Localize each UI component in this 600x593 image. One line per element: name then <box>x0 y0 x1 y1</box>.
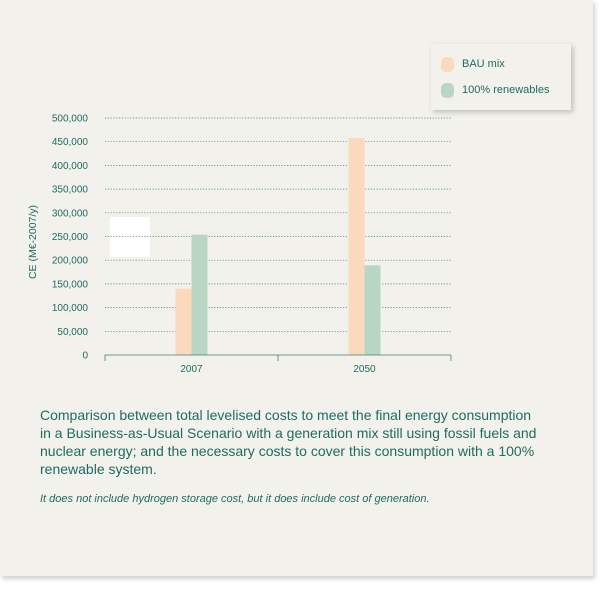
figure-caption: Comparison between total levelised costs to meet the final energy consumption in a Business-as-Usual Scenario with a generation mix still using fossil fuels and nuclear energy; and the necessary costs to cover this consumption with a 100% renewable system. <box>40 407 537 477</box>
bar-100-renewables-2050 <box>365 265 381 355</box>
figure-note: It does not include hydrogen storage cost, but it does include cost of generation. <box>40 493 430 505</box>
white-patch <box>110 217 150 257</box>
y-tick-label: 400,000 <box>51 160 88 172</box>
legend <box>431 44 571 110</box>
y-tick-label: 200,000 <box>51 255 88 267</box>
bar-100-renewables-2007 <box>192 235 208 355</box>
x-tick-label: 2007 <box>180 364 203 375</box>
y-tick-label: 300,000 <box>51 208 88 220</box>
y-tick-label: 500,000 <box>51 113 88 125</box>
y-tick-label: 250,000 <box>51 232 88 243</box>
bar-bau-mix-2050 <box>349 138 365 355</box>
legend-item-renewables <box>441 82 549 98</box>
y-tick-label: 450,000 <box>51 137 88 149</box>
y-axis-label: CE (M€-2007/y) <box>27 204 39 280</box>
y-tick-label: 0 <box>82 350 88 362</box>
legend-swatch-bau <box>441 57 454 72</box>
y-tick-label: 150,000 <box>51 279 88 291</box>
y-tick-label: 350,000 <box>51 184 88 196</box>
bar-bau-mix-2007 <box>176 289 192 355</box>
legend-label-renewables: 100% renewables <box>462 84 550 96</box>
legend-label-bau: BAU mix <box>462 58 505 70</box>
x-tick-label: 2050 <box>353 364 376 375</box>
legend-item-bau <box>441 56 505 72</box>
y-tick-label: 100,000 <box>51 303 88 315</box>
legend-swatch-renewables <box>441 83 454 98</box>
y-tick-label: 50,000 <box>57 326 88 338</box>
